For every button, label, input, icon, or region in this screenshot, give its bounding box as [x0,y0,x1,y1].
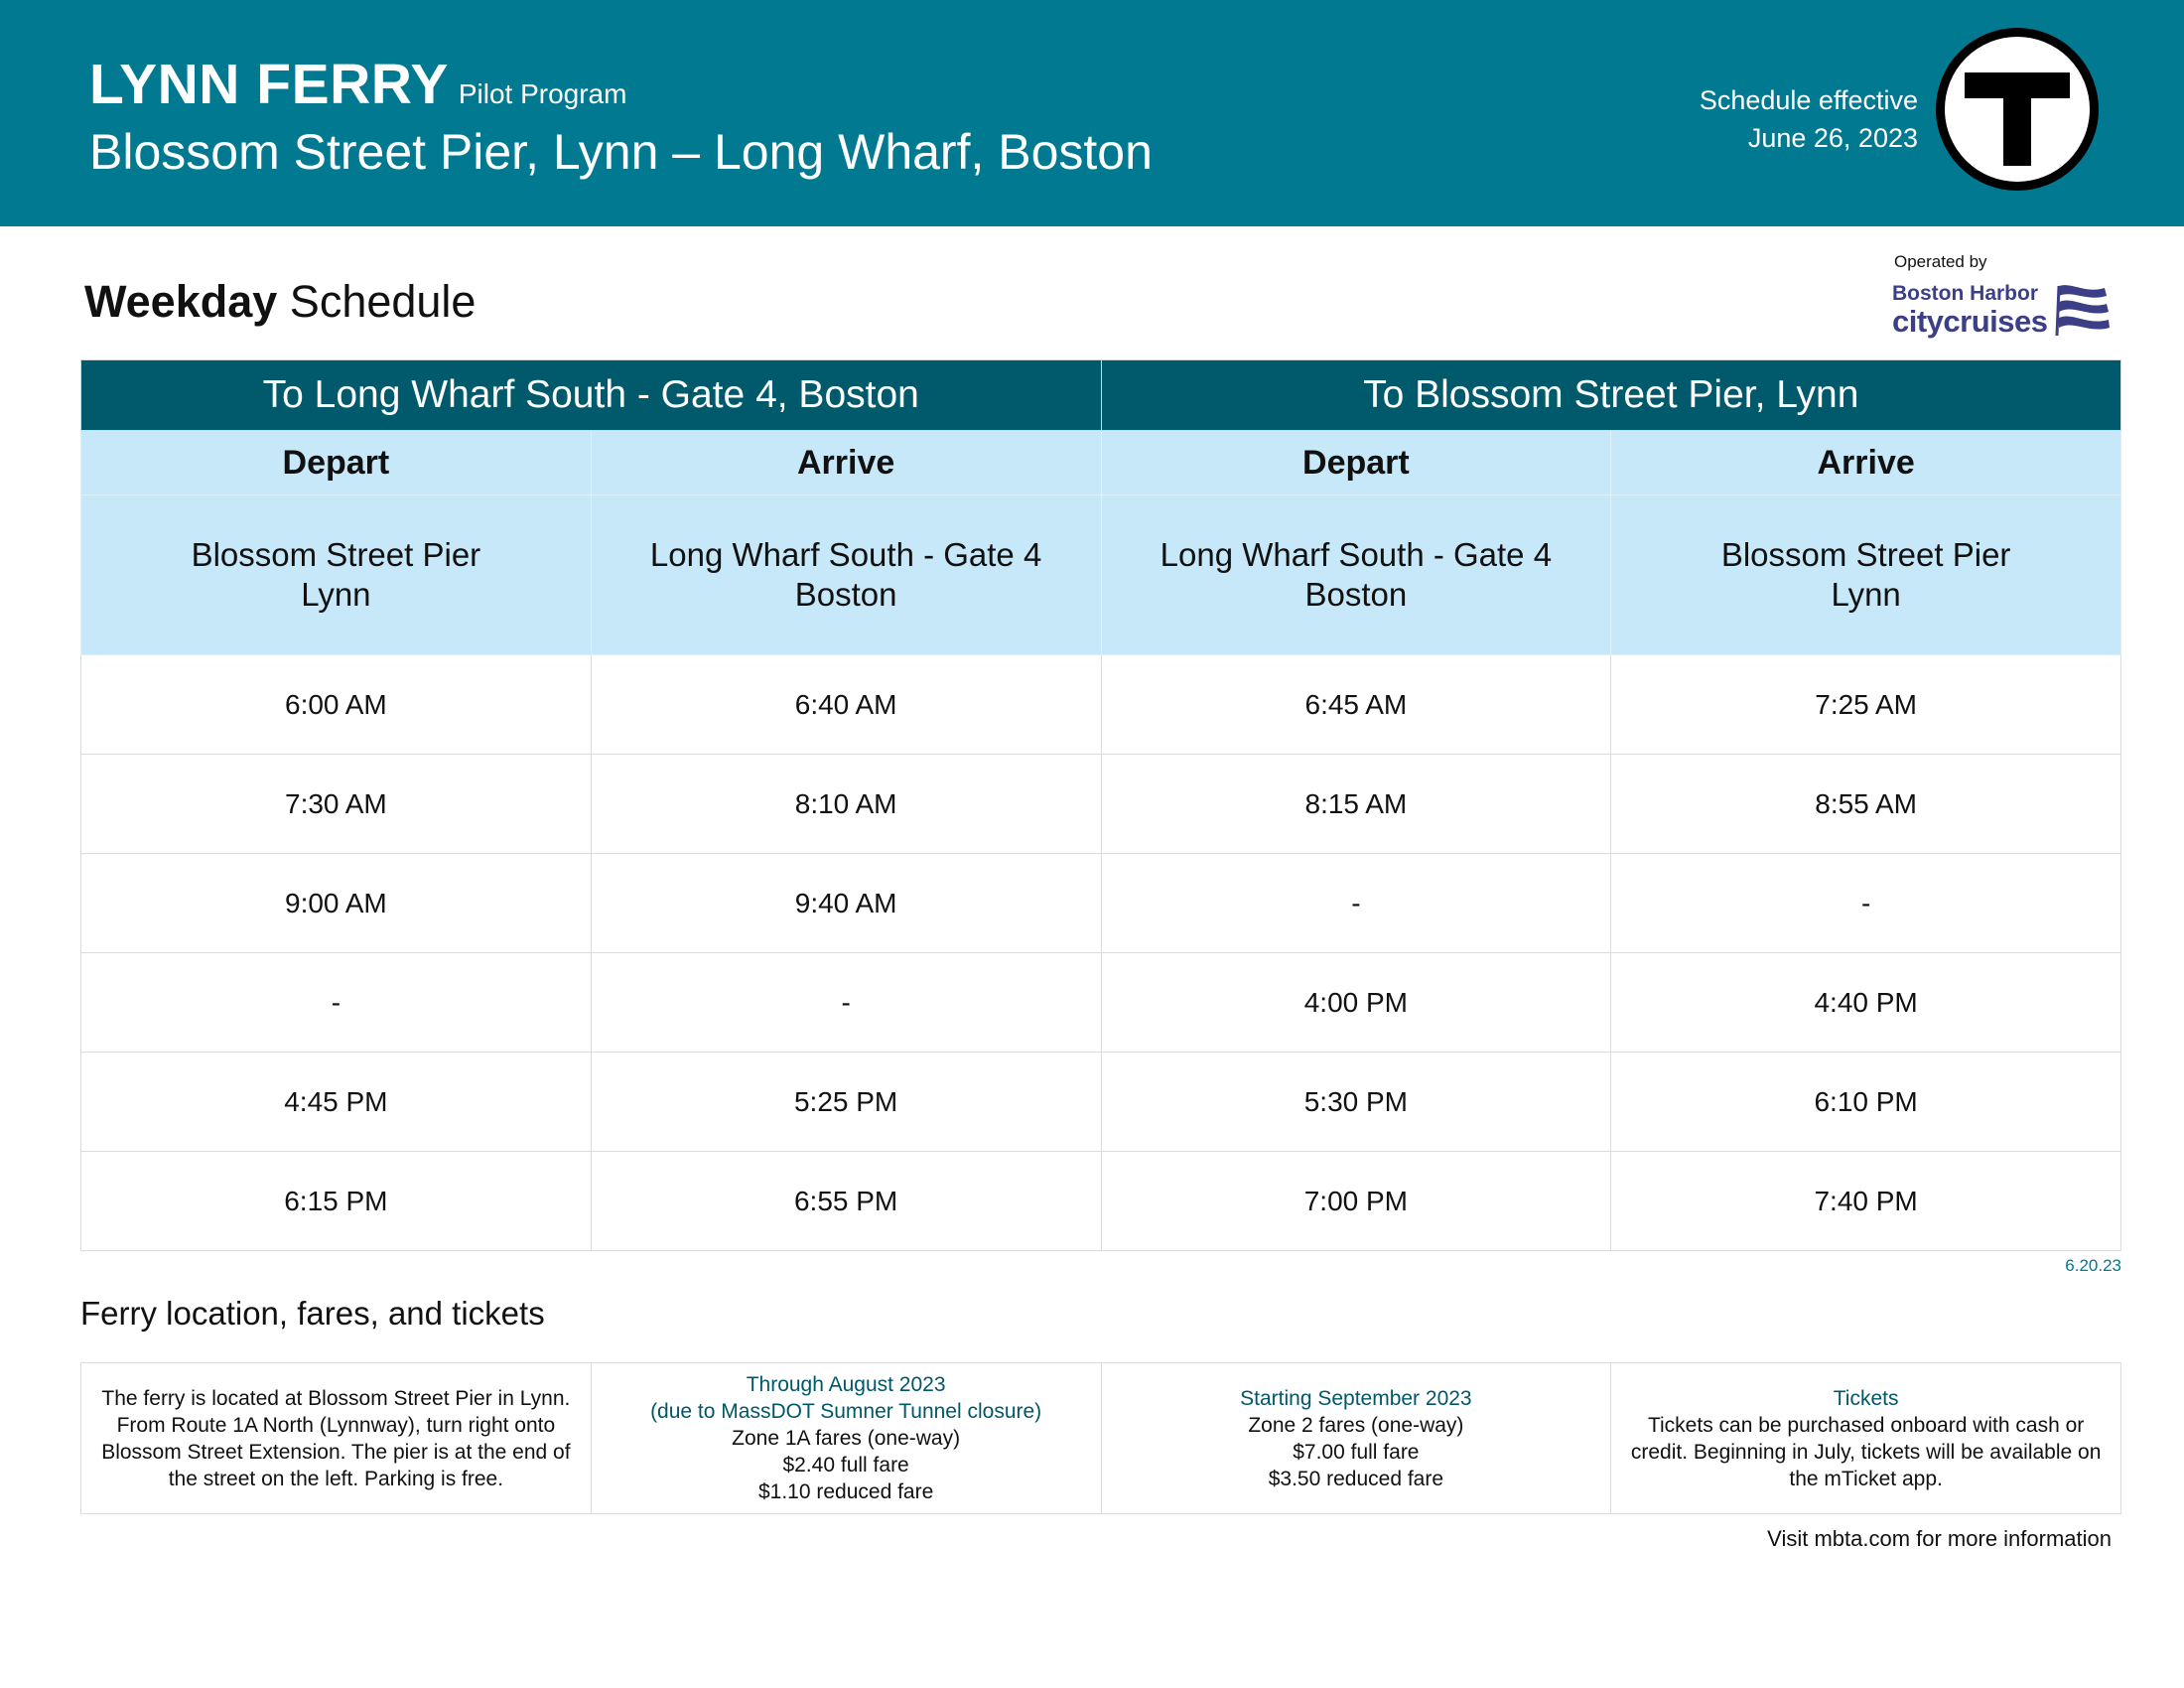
column-header-row [81,431,2121,495]
column-header: Depart [1101,431,1611,495]
schedule-title-bold: Weekday [84,276,278,327]
table-row [81,1053,2121,1152]
time-cell: 7:25 AM [1611,655,2121,755]
time-cell: - [591,953,1101,1053]
fare-zone: Zone 1A fares (one-way) [732,1427,961,1450]
stop-city: Boston [794,576,897,613]
page-title: LYNN FERRY [89,53,449,116]
stop-city: Boston [1304,576,1408,613]
page-subtitle: Pilot Program [458,78,627,109]
effective-date [1700,81,1918,157]
time-cell: 6:55 PM [591,1152,1101,1251]
tickets-text: Tickets can be purchased onboard with cash or credit. Beginning in July, tickets will be available on the mTicket app. [1630,1413,2102,1490]
stop-city: Lynn [1831,576,1901,613]
through-august-cell [591,1363,1101,1514]
time-cell: 5:30 PM [1101,1053,1611,1152]
mbta-t-logo-icon [1936,28,2099,191]
fare-heading-note: (due to MassDOT Sumner Tunnel closure) [650,1400,1042,1423]
brand [89,52,626,117]
time-cell: - [1101,854,1611,953]
effective-value: June 26, 2023 [1747,123,1918,153]
table-row [81,854,2121,953]
column-header: Arrive [591,431,1101,495]
time-cell: 9:00 AM [81,854,592,953]
time-cell: 6:40 AM [591,655,1101,755]
version-code: 6.20.23 [2065,1256,2121,1275]
time-cell: 6:00 AM [81,655,592,755]
time-cell: 8:10 AM [591,755,1101,854]
tickets-heading: Tickets [1833,1386,1899,1410]
stop-name: Blossom Street Pier [1720,536,2011,573]
stop-cell [81,495,592,655]
schedule-table [80,359,2121,1251]
direction-to-lynn: To Blossom Street Pier, Lynn [1101,360,2121,431]
fare-reduced: $1.10 reduced fare [757,1480,934,1503]
fare-heading: Starting September 2023 [1240,1386,1472,1410]
schedule-title [84,276,476,328]
route-title: Blossom Street Pier, Lynn – Long Wharf, Boston [89,124,1153,180]
time-cell: - [1611,854,2121,953]
direction-to-boston: To Long Wharf South - Gate 4, Boston [81,360,1102,431]
operator-label: Operated by [1894,252,1987,271]
stop-name: Blossom Street Pier [191,536,481,573]
stop-cell [591,495,1101,655]
time-cell: 6:10 PM [1611,1053,2121,1152]
table-row [81,953,2121,1053]
time-cell: 7:30 AM [81,755,592,854]
table-row [81,755,2121,854]
time-cell: 4:45 PM [81,1053,592,1152]
time-cell: - [81,953,592,1053]
flag-icon [2055,282,2111,340]
fare-full: $2.40 full fare [782,1454,909,1477]
footer-note: Visit mbta.com for more information [1767,1526,2112,1551]
time-cell: 4:00 PM [1101,953,1611,1053]
time-cell: 6:45 AM [1101,655,1611,755]
fare-full: $7.00 full fare [1293,1440,1420,1464]
operator-name-line1: Boston Harbor [1892,282,2038,305]
time-cell: 4:40 PM [1611,953,2121,1053]
stop-name: Long Wharf South - Gate 4 [1160,536,1553,573]
time-cell: 7:00 PM [1101,1152,1611,1251]
table-row [81,1152,2121,1251]
column-header: Depart [81,431,592,495]
effective-label: Schedule effective [1699,85,1918,115]
fare-reduced: $3.50 reduced fare [1268,1467,1444,1490]
stop-cell [1611,495,2121,655]
stop-city: Lynn [301,576,371,613]
fares-row [81,1363,2121,1514]
location-cell: The ferry is located at Blossom Street Pier in Lynn. From Route 1A North (Lynnway), turn right onto Blossom Street Extension. The pier is at the end of the street on the left. Parking is free. [81,1363,592,1514]
header-banner [0,0,2184,226]
operator-name-line2: citycruises [1892,304,2048,339]
time-cell: 8:15 AM [1101,755,1611,854]
starting-september-cell [1101,1363,1611,1514]
schedule-title-rest: Schedule [277,276,477,327]
time-cell: 6:15 PM [81,1152,592,1251]
stops-row [81,495,2121,655]
time-cell: 8:55 AM [1611,755,2121,854]
fares-table [80,1362,2121,1514]
fare-zone: Zone 2 fares (one-way) [1248,1413,1464,1437]
stop-name: Long Wharf South - Gate 4 [649,536,1042,573]
time-cell: 5:25 PM [591,1053,1101,1152]
tickets-cell [1611,1363,2121,1514]
column-header: Arrive [1611,431,2121,495]
operator-logo [1892,252,2111,342]
stop-cell [1101,495,1611,655]
table-row [81,655,2121,755]
fare-heading: Through August 2023 [746,1373,946,1396]
fares-title: Ferry location, fares, and tickets [80,1295,545,1332]
direction-header-row [81,360,2121,431]
time-cell: 7:40 PM [1611,1152,2121,1251]
time-cell: 9:40 AM [591,854,1101,953]
